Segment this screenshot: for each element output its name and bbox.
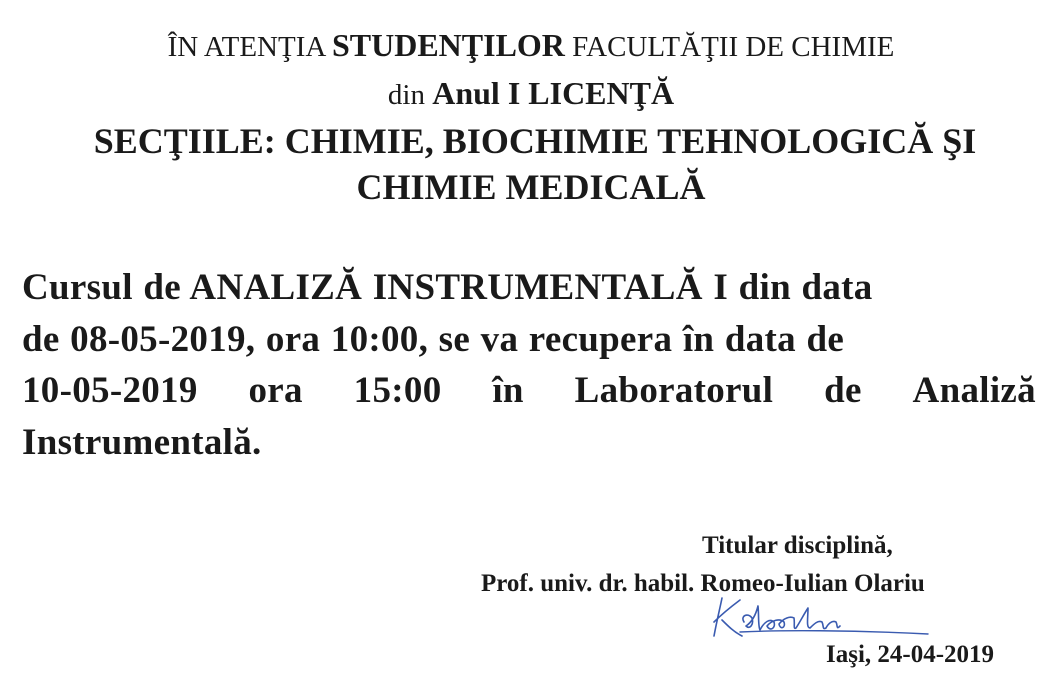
announcement-word: 15:00	[353, 370, 442, 411]
header-line-1-prefix: ÎN ATENŢIA	[167, 31, 332, 63]
signatory-name: Prof. univ. dr. habil. Romeo-Iulian Olariu	[481, 570, 925, 597]
header-line-2-bold: Anul I LICENŢĂ	[432, 75, 675, 111]
announcement-word: Analiză	[912, 370, 1036, 411]
header-line-2	[0, 70, 1062, 118]
announcement-word: de	[824, 370, 862, 411]
announcement-text	[22, 262, 1036, 468]
handwritten-signature	[700, 592, 940, 647]
announcement-word: 10-05-2019	[22, 370, 198, 411]
header-line-1-suffix: FACULTĂŢII DE CHIMIE	[564, 31, 895, 63]
announcement-word: Laboratorul	[574, 370, 774, 411]
signatory-title: Titular disciplină,	[702, 532, 893, 559]
place-and-date: Iaşi, 24-04-2019	[826, 641, 995, 668]
announcement-line-1: Cursul de ANALIZĂ INSTRUMENTALĂ I din data	[22, 267, 873, 308]
announcement-word: ora	[248, 370, 303, 411]
signature-underline	[740, 631, 928, 634]
announcement-word: în	[492, 370, 524, 411]
header-line-1	[0, 22, 1062, 70]
announcement-line-3	[22, 365, 1036, 417]
header-line-1-bold: STUDENŢILOR	[331, 27, 565, 63]
header-line-4: CHIMIE MEDICALĂ	[356, 167, 706, 207]
header-line-3: SECŢIILE: CHIMIE, BIOCHIMIE TEHNOLOGICĂ ŞI	[93, 121, 977, 161]
header-line-2-prefix: din	[387, 79, 433, 111]
announcement-line-4: Instrumentală.	[22, 421, 262, 463]
announcement-line-2: de 08-05-2019, ora 10:00, se va recupera în data de	[22, 318, 845, 360]
notice-header	[0, 22, 1062, 210]
